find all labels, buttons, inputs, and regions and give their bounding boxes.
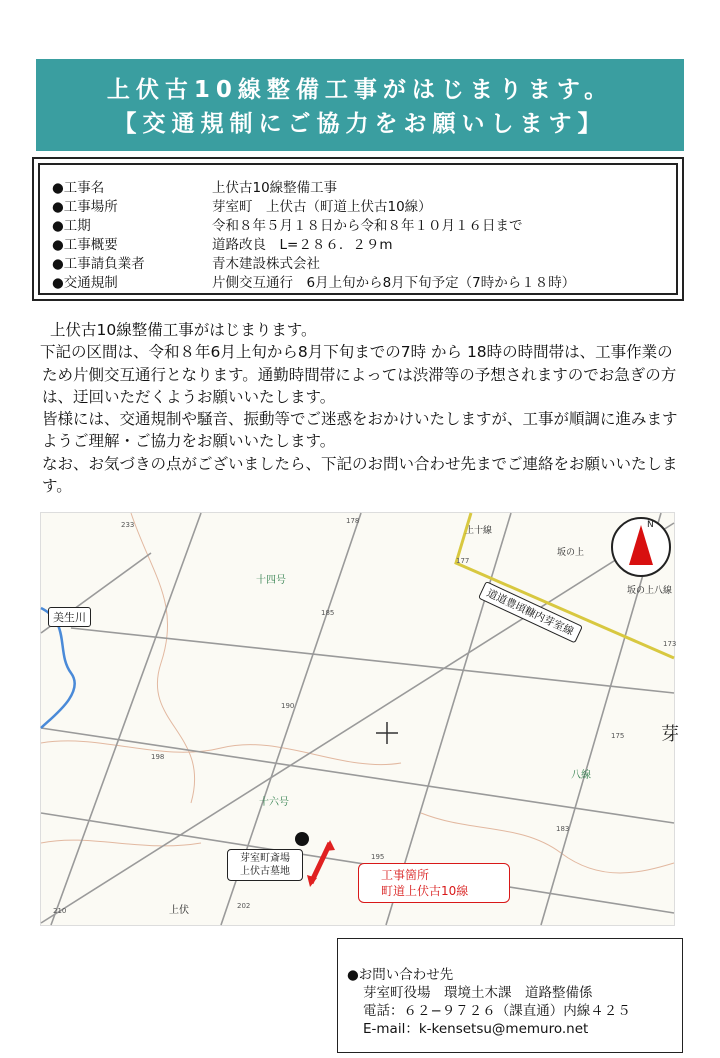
contact-box: [337, 938, 683, 1053]
info-key: ●工事請負業者: [52, 256, 145, 272]
info-key: ●工期: [52, 218, 91, 234]
road-grid: [41, 513, 677, 925]
svg-text:210: 210: [53, 907, 67, 915]
info-value: 道路改良 L=２８６．２９m: [212, 237, 393, 253]
banner-title: 上伏古10線整備工事がはじまります。: [106, 77, 614, 103]
info-key: ●交通規制: [52, 275, 118, 291]
svg-text:195: 195: [371, 853, 385, 861]
info-key: ●工事場所: [52, 199, 118, 215]
construction-site-marker: [307, 840, 335, 887]
info-value: 片側交互通行 6月上旬から8月下旬予定（7時から１８時）: [212, 275, 576, 291]
info-key: ●工事概要: [52, 237, 118, 253]
location-map[interactable]: [40, 512, 679, 926]
site-label-line: 町道上伏古10線: [381, 884, 469, 898]
road-label-14: 十四号: [256, 575, 286, 586]
notice-body: [42, 319, 682, 497]
compass-icon: [612, 518, 670, 576]
place-label-saka: 坂の上: [557, 548, 585, 558]
svg-text:177: 177: [456, 557, 470, 565]
river-label: 美生川: [48, 607, 91, 627]
place-label-edge: 芽: [661, 724, 679, 745]
title-banner: [36, 59, 684, 151]
site-label: [358, 863, 510, 903]
contact-phone: 電話：６２−９７２６（課直通）内線４２５: [363, 1003, 631, 1019]
place-label-saka8: 坂の上八線: [627, 586, 673, 596]
road-label-10: 上十線: [465, 526, 493, 536]
info-value: 青木建設株式会社: [212, 256, 320, 272]
svg-text:190: 190: [281, 702, 295, 710]
project-info-box: [32, 157, 684, 301]
notice-paragraph: 下記の区間は、令和８年6月上旬から8月下旬までの7時 から 18時の時間帯は、工事作業のため片側交互通行となります。通勤時間帯によっては渋滞等の予想されますのでお急ぎの方は、迂回いただくようお願いいたします。: [40, 343, 677, 406]
map-center-cross: [376, 722, 398, 744]
svg-text:173: 173: [663, 640, 677, 648]
banner-subtitle: 【交通規制にご協力をお願いします】: [113, 111, 607, 137]
svg-text:233: 233: [121, 521, 135, 529]
contact-email-link[interactable]: E-mail：k-kensetsu@memuro.net: [363, 1021, 589, 1037]
notice-paragraph: 皆様には、交通規制や騒音、振動等でご迷惑をおかけいたしますが、工事が順調に進みますようご理解・ご協力をお願いいたします。: [42, 410, 678, 451]
facility-label-line: 上伏古墓地: [240, 866, 290, 877]
svg-text:183: 183: [556, 825, 570, 833]
info-value: 芽室町 上伏古（町道上伏古10線）: [212, 199, 432, 215]
svg-text:202: 202: [237, 902, 251, 910]
svg-text:N: N: [647, 520, 654, 530]
contact-title: ●お問い合わせ先: [347, 967, 454, 983]
svg-text:175: 175: [611, 732, 625, 740]
site-label-line: 工事箇所: [381, 868, 430, 882]
facility-dot: [295, 832, 309, 846]
svg-text:185: 185: [321, 609, 335, 617]
notice-paragraph: なお、お気づきの点がございましたら、下記のお問い合わせ先までご連絡をお願いいたします。: [42, 454, 678, 496]
info-key: ●工事名: [52, 180, 105, 196]
road-label-16: 十六号: [259, 797, 289, 808]
road-label-8: 八線: [571, 770, 591, 781]
project-info-inner: [38, 163, 678, 295]
notice-paragraph: 上伏古10線整備工事がはじまります。: [50, 321, 317, 339]
svg-text:178: 178: [346, 517, 360, 525]
facility-label: [227, 849, 303, 881]
info-value: 令和８年５月１８日から令和８年１０月１６日まで: [212, 218, 523, 234]
highway-label: 道道豊頃糠内芽室線: [478, 581, 583, 643]
elevation-labels: [53, 517, 676, 915]
info-value: 上伏古10線整備工事: [212, 180, 338, 196]
map-svg: [41, 513, 679, 925]
svg-text:198: 198: [151, 753, 165, 761]
facility-label-line: 芽室町斎場: [240, 853, 290, 864]
contact-dept: 芽室町役場 環境土木課 道路整備係: [363, 985, 593, 1001]
place-label-bottom: 上伏: [169, 905, 189, 916]
